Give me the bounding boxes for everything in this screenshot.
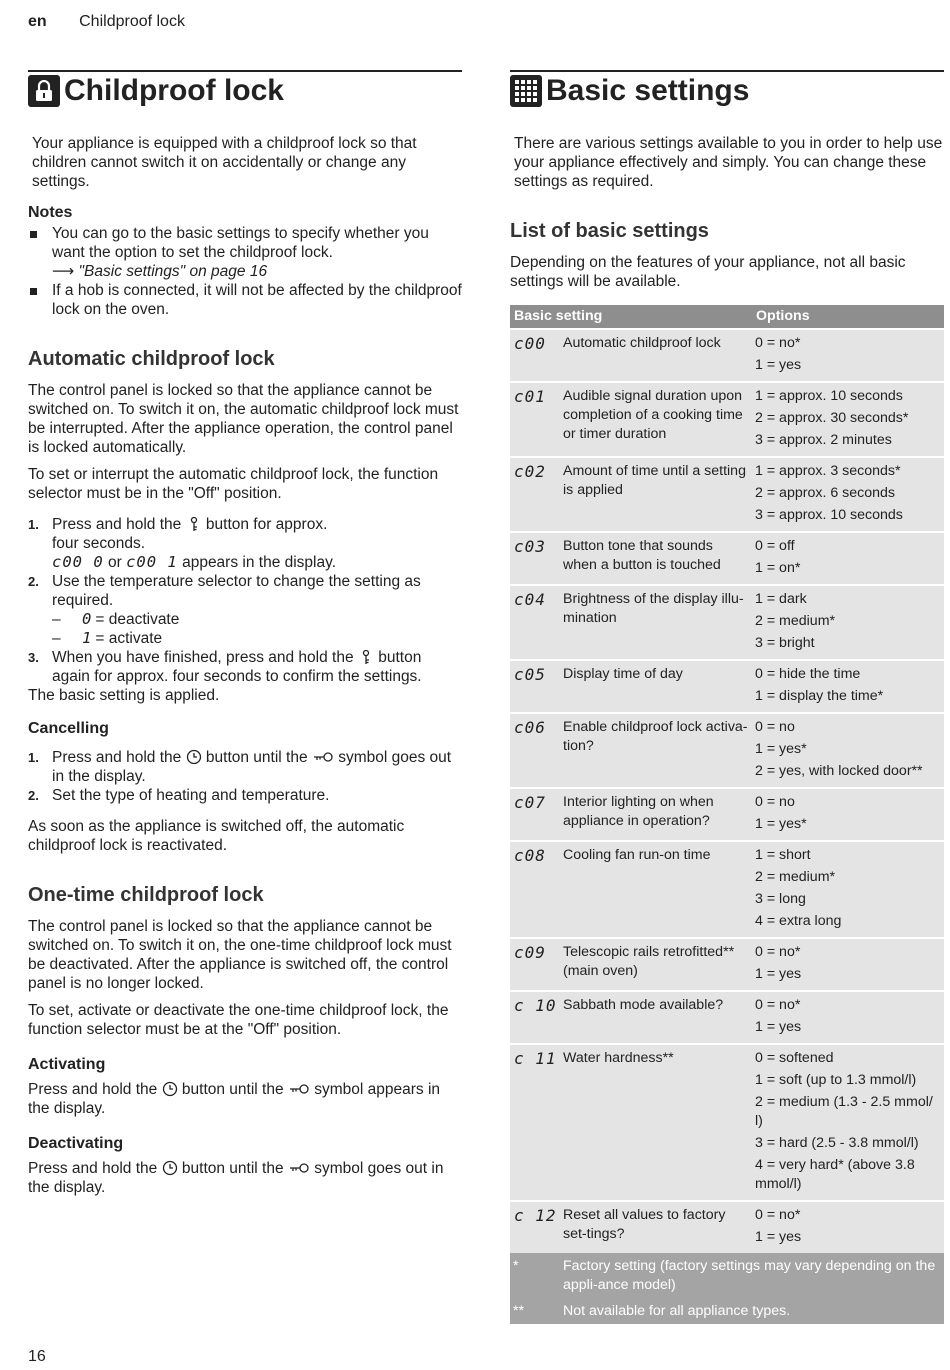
setting-name: Enable childproof lock activa-tion? bbox=[560, 713, 752, 788]
option-value: 3 = approx. 10 seconds bbox=[755, 507, 903, 523]
option-value: 0 = off bbox=[755, 538, 795, 554]
step-item: 3. When you have finished, press and hold the button again for approx. four seconds to confirm the settings. bbox=[28, 649, 422, 685]
option-value: 2 = medium* bbox=[755, 613, 836, 629]
setting-options bbox=[752, 713, 944, 788]
lock-icon bbox=[28, 75, 60, 107]
keypad-icon bbox=[510, 75, 542, 107]
setting-code: c06 bbox=[510, 713, 560, 788]
setting-code: c04 bbox=[510, 585, 560, 660]
section-title: Basic settings bbox=[546, 74, 750, 107]
table-row bbox=[510, 329, 944, 382]
table-row bbox=[510, 991, 944, 1044]
setting-options bbox=[752, 938, 944, 991]
table-row bbox=[510, 585, 944, 660]
note-item: You can go to the basic settings to specify whether you want the option to set the childproof lock. ⟶ "Basic settings" on page 16 bbox=[28, 224, 462, 281]
basic-settings-table bbox=[510, 305, 944, 1324]
table-row bbox=[510, 938, 944, 991]
footnote-text: Not available for all appliance types. bbox=[560, 1298, 944, 1324]
option-value: 1 = approx. 10 seconds bbox=[755, 388, 903, 404]
option-value: 2 = approx. 30 seconds* bbox=[755, 410, 909, 426]
table-row bbox=[510, 660, 944, 713]
option-value: 1 = display the time* bbox=[755, 688, 884, 704]
auto-lock-p2: To set or interrupt the automatic childproof lock, the function selector must be in the "Off" position. bbox=[28, 466, 439, 502]
option-value: 1 = dark bbox=[755, 591, 807, 607]
option-value: 0 = softened bbox=[755, 1050, 834, 1066]
list-heading: List of basic settings bbox=[510, 220, 709, 242]
arrow-icon: ⟶ bbox=[52, 263, 75, 280]
notes-title: Notes bbox=[28, 204, 73, 221]
display-code: c00 0 bbox=[52, 553, 104, 571]
activating-title: Activating bbox=[28, 1056, 106, 1073]
setting-code: c 12 bbox=[510, 1201, 560, 1253]
setting-options bbox=[752, 991, 944, 1044]
display-code: c00 1 bbox=[126, 553, 178, 571]
setting-options bbox=[752, 1044, 944, 1201]
option-value: 3 = bright bbox=[755, 635, 815, 651]
clock-icon bbox=[162, 1160, 178, 1176]
setting-options bbox=[752, 841, 944, 938]
auto-lock-p1: The control panel is locked so that the appliance cannot be switched on. To switch it on, the automatic childproof lock must be interrupted. After the appliance operation, the control panel is locked automatically. bbox=[28, 382, 459, 456]
option-value: 1 = soft (up to 1.3 mmol/l) bbox=[755, 1072, 917, 1088]
option-value: 1 = yes bbox=[755, 1229, 802, 1245]
setting-name: Button tone that sounds when a button is touched bbox=[560, 532, 752, 585]
childproof-lock-heading bbox=[28, 70, 462, 108]
setting-code: c01 bbox=[510, 382, 560, 457]
table-row bbox=[510, 382, 944, 457]
option-value: 3 = long bbox=[755, 891, 806, 907]
onetime-lock-heading: One-time childproof lock bbox=[28, 884, 264, 906]
step-item: 1. Press and hold the button for approx. four seconds. c00 0 or c00 1 appears in the display. bbox=[28, 516, 337, 571]
option-value: 1 = yes* bbox=[755, 816, 807, 832]
column-header: Options bbox=[752, 305, 944, 329]
option-value: 1 = approx. 3 seconds* bbox=[755, 463, 901, 479]
footnote-mark: * bbox=[510, 1253, 560, 1298]
table-row bbox=[510, 788, 944, 841]
setting-name: Audible signal duration upon completion of a cooking time or timer duration bbox=[560, 382, 752, 457]
footnote-row bbox=[510, 1253, 944, 1298]
setting-code: c08 bbox=[510, 841, 560, 938]
option-value: 2 = yes, with locked door** bbox=[755, 763, 923, 779]
step-item: 2. Use the temperature selector to change the setting as required. – 0 = deactivate – 1 = activate bbox=[28, 572, 462, 648]
reactivated-text: As soon as the appliance is switched off, the automatic childproof lock is reactivated. bbox=[28, 818, 405, 854]
setting-code: c02 bbox=[510, 457, 560, 532]
option-value: 0 = no* bbox=[755, 997, 801, 1013]
auto-lock-heading: Automatic childproof lock bbox=[28, 348, 275, 370]
auto-lock-steps bbox=[28, 515, 462, 686]
applied-text: The basic setting is applied. bbox=[28, 687, 220, 704]
lock-symbol-icon bbox=[288, 1160, 310, 1176]
setting-name: Sabbath mode available? bbox=[560, 991, 752, 1044]
basic-settings-heading bbox=[510, 70, 944, 108]
setting-name: Reset all values to factory set-tings? bbox=[560, 1201, 752, 1253]
option-value: 1 = on* bbox=[755, 560, 801, 576]
setting-name: Water hardness** bbox=[560, 1044, 752, 1201]
option-value: 2 = approx. 6 seconds bbox=[755, 485, 895, 501]
activating-text: Press and hold the button until the symbol appears in the display. bbox=[28, 1081, 441, 1117]
step-item: 1. Press and hold the button until the symbol goes out in the display. bbox=[28, 749, 452, 785]
table-row bbox=[510, 1044, 944, 1201]
left-column bbox=[28, 70, 462, 1205]
setting-options bbox=[752, 532, 944, 585]
option-value: 1 = short bbox=[755, 847, 811, 863]
setting-code: c05 bbox=[510, 660, 560, 713]
table-row bbox=[510, 457, 944, 532]
option-value: 2 = medium* bbox=[755, 869, 836, 885]
deactivating-text: Press and hold the button until the symbol goes out in the display. bbox=[28, 1160, 444, 1196]
page-title: Childproof lock bbox=[64, 74, 284, 107]
step-item: 2. Set the type of heating and temperature. bbox=[28, 787, 330, 804]
setting-name: Cooling fan run-on time bbox=[560, 841, 752, 938]
footnote-row bbox=[510, 1298, 944, 1324]
option-value: 1 = yes bbox=[755, 966, 802, 982]
cancelling-title: Cancelling bbox=[28, 720, 109, 737]
setting-code: c 10 bbox=[510, 991, 560, 1044]
option-value: 0 = no* bbox=[755, 335, 801, 351]
setting-options bbox=[752, 1201, 944, 1253]
setting-name: Brightness of the display illu-mination bbox=[560, 585, 752, 660]
page-number: 16 bbox=[28, 1348, 46, 1365]
table-body bbox=[510, 329, 944, 1324]
setting-name: Automatic childproof lock bbox=[560, 329, 752, 382]
setting-code: c07 bbox=[510, 788, 560, 841]
table-row bbox=[510, 713, 944, 788]
table-row bbox=[510, 1201, 944, 1253]
clock-icon bbox=[162, 1081, 178, 1097]
setting-options bbox=[752, 382, 944, 457]
option-value: 0 = hide the time bbox=[755, 666, 861, 682]
setting-code: c 11 bbox=[510, 1044, 560, 1201]
option-value: 0 = no* bbox=[755, 944, 801, 960]
setting-name: Display time of day bbox=[560, 660, 752, 713]
table-row bbox=[510, 841, 944, 938]
page-header bbox=[28, 12, 185, 31]
option-value: 4 = extra long bbox=[755, 913, 842, 929]
footnote-text: Factory setting (factory settings may vary depending on the appli-ance model) bbox=[560, 1253, 944, 1298]
cancel-steps bbox=[28, 748, 462, 805]
childproof-intro: Your appliance is equipped with a childproof lock so that children cannot switch it on accidentally or change any settings. bbox=[32, 135, 417, 190]
setting-options bbox=[752, 457, 944, 532]
setting-name: Amount of time until a setting is applied bbox=[560, 457, 752, 532]
setting-name: Telescopic rails retrofitted** (main oven) bbox=[560, 938, 752, 991]
option-activate: – 1 = activate bbox=[52, 629, 163, 647]
option-value: 3 = hard (2.5 - 3.8 mmol/l) bbox=[755, 1135, 919, 1151]
option-deactivate: – 0 = deactivate bbox=[52, 610, 180, 628]
basic-settings-intro: There are various settings available to you in order to help use your appliance effectively and simply. You can change these settings as required. bbox=[514, 135, 943, 190]
setting-options bbox=[752, 329, 944, 382]
option-value: 0 = no* bbox=[755, 1207, 801, 1223]
setting-options bbox=[752, 660, 944, 713]
table-header-row bbox=[510, 305, 944, 329]
lock-symbol-icon bbox=[288, 1081, 310, 1097]
deactivating-title: Deactivating bbox=[28, 1135, 124, 1152]
option-value: 1 = yes* bbox=[755, 741, 807, 757]
option-value: 4 = very hard* (above 3.8 mmol/l) bbox=[755, 1157, 915, 1192]
list-intro: Depending on the features of your appliance, not all basic settings will be available. bbox=[510, 254, 906, 290]
clock-icon bbox=[186, 749, 202, 765]
option-value: 0 = no bbox=[755, 719, 795, 735]
lock-symbol-icon bbox=[312, 749, 334, 765]
footnote-mark: ** bbox=[510, 1298, 560, 1324]
setting-code: c00 bbox=[510, 329, 560, 382]
onetime-lock-p2: To set, activate or deactivate the one-time childproof lock, the function selector must be at the "Off" position. bbox=[28, 1002, 449, 1038]
option-value: 1 = yes bbox=[755, 357, 802, 373]
setting-options bbox=[752, 788, 944, 841]
key-button-icon bbox=[358, 649, 374, 665]
right-column bbox=[510, 70, 944, 1324]
option-value: 3 = approx. 2 minutes bbox=[755, 432, 892, 448]
notes-list bbox=[28, 224, 462, 319]
header-title: Childproof lock bbox=[79, 13, 185, 30]
language-tag: en bbox=[28, 13, 47, 30]
key-button-icon bbox=[186, 516, 202, 532]
table-row bbox=[510, 532, 944, 585]
note-item: If a hob is connected, it will not be affected by the childproof lock on the oven. bbox=[28, 281, 462, 319]
setting-name: Interior lighting on when appliance in operation? bbox=[560, 788, 752, 841]
onetime-lock-p1: The control panel is locked so that the appliance cannot be switched on. To switch it on, the one-time childproof lock must be deactivated. After the appliance is switched off, the control panel is no longer locked. bbox=[28, 918, 452, 992]
setting-options bbox=[752, 585, 944, 660]
setting-code: c03 bbox=[510, 532, 560, 585]
option-value: 0 = no bbox=[755, 794, 795, 810]
setting-code: c09 bbox=[510, 938, 560, 991]
option-value: 1 = yes bbox=[755, 1019, 802, 1035]
cross-reference-link[interactable]: "Basic settings" on page 16 bbox=[78, 263, 268, 280]
option-value: 2 = medium (1.3 - 2.5 mmol/ l) bbox=[755, 1094, 933, 1129]
column-header: Basic setting bbox=[510, 305, 752, 329]
